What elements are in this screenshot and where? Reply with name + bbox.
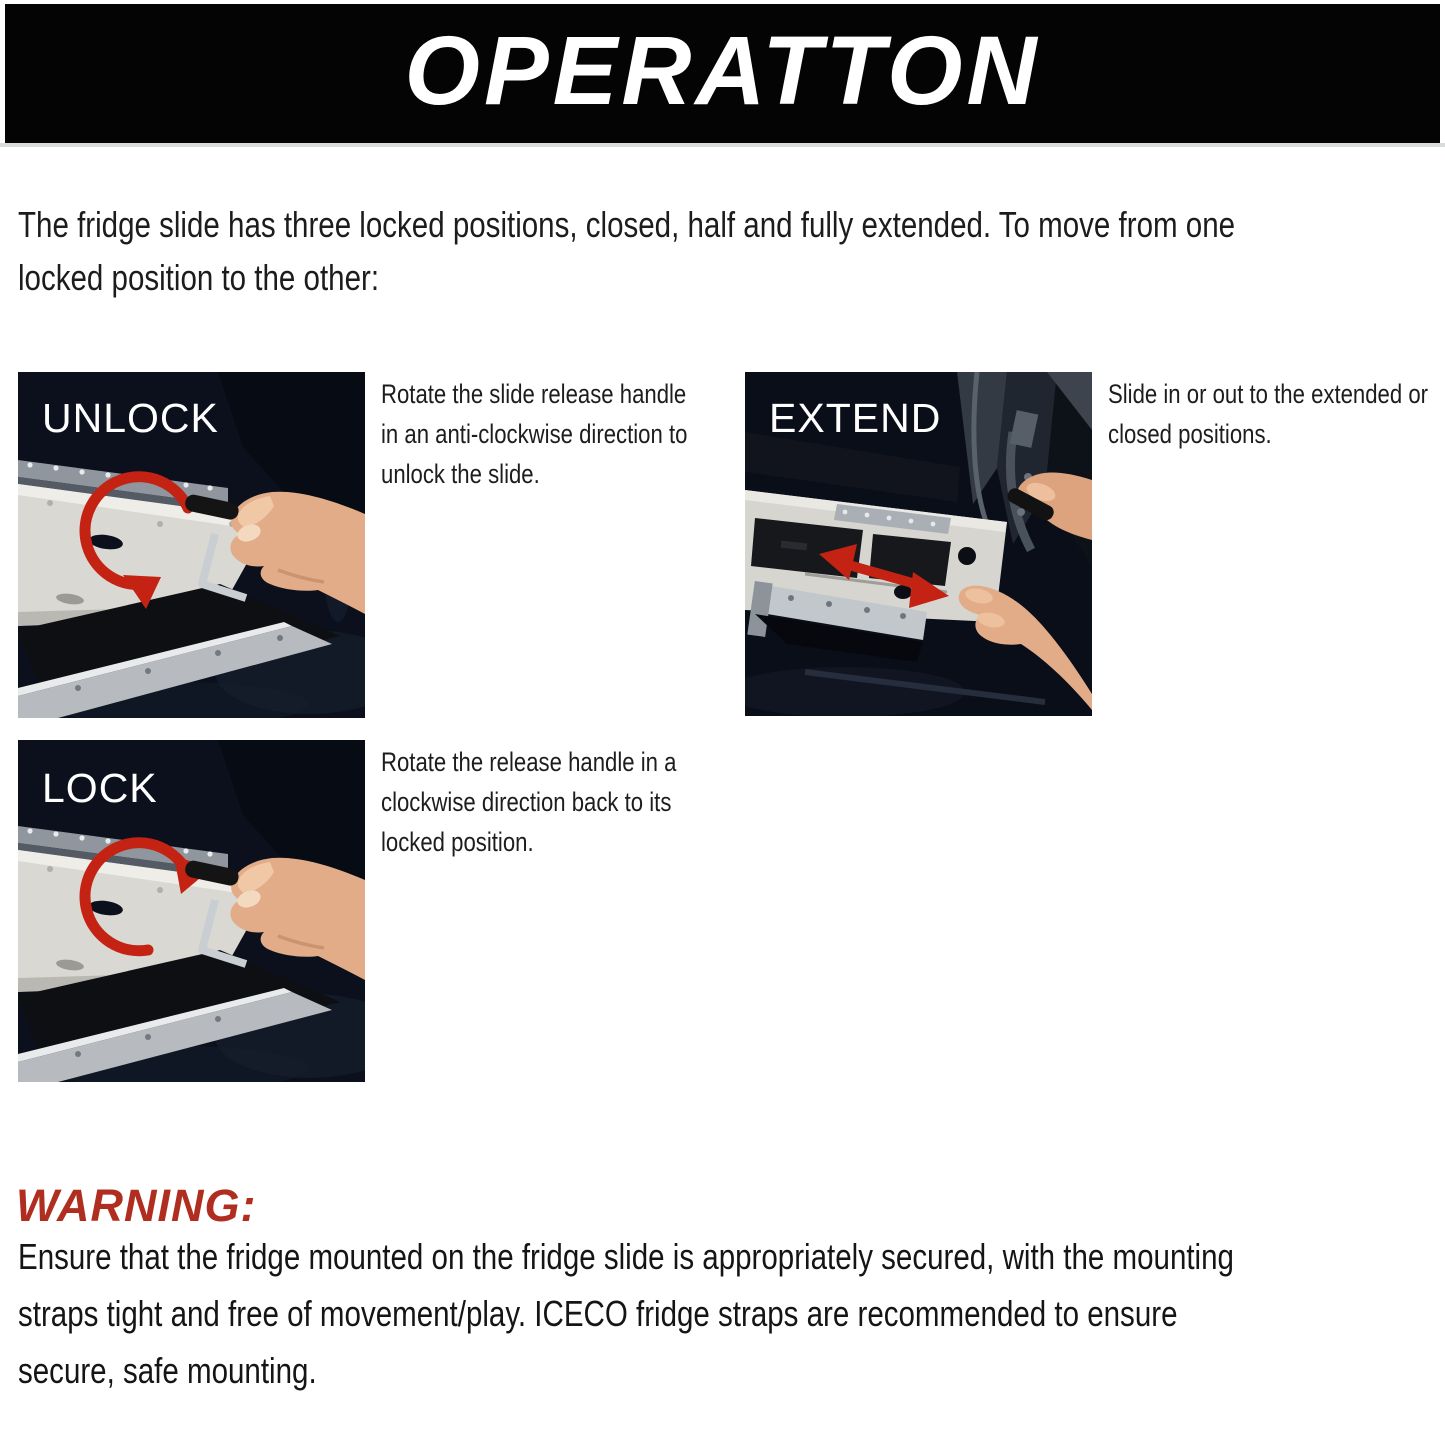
warning-heading: WARNING: <box>16 1180 257 1231</box>
intro-paragraph <box>18 198 1445 304</box>
caption-line: Rotate the slide release handle <box>381 379 687 409</box>
lock-caption <box>381 742 741 862</box>
caption-line: Slide in or out to the extended or <box>1108 379 1429 409</box>
caption-line: in an anti-clockwise direction to <box>381 419 688 449</box>
warning-line: secure, safe mounting. <box>18 1350 317 1391</box>
intro-line: The fridge slide has three locked positions, closed, half and fully extended. To move from one <box>18 204 1236 245</box>
extend-caption <box>1108 374 1445 454</box>
banner-underline <box>0 143 1445 147</box>
caption-line: unlock the slide. <box>381 459 540 489</box>
title-banner <box>5 4 1440 143</box>
caption-line: closed positions. <box>1108 419 1272 449</box>
photo-label-unlock: UNLOCK <box>42 395 219 441</box>
caption-line: clockwise direction back to its <box>381 787 672 817</box>
caption-line: locked position. <box>381 827 534 857</box>
warning-line: Ensure that the fridge mounted on the fridge slide is appropriately secured, with the mounting <box>18 1236 1234 1277</box>
caption-line: Rotate the release handle in a <box>381 747 677 777</box>
extend-step-photo <box>745 372 1092 716</box>
warning-body <box>18 1228 1445 1399</box>
unlock-step-photo <box>18 372 365 718</box>
photo-label-lock: LOCK <box>42 765 158 811</box>
warning-line: straps tight and free of movement/play. ICECO fridge straps are recommended to ensure <box>18 1293 1178 1334</box>
page-title: OPERATTON <box>404 16 1041 125</box>
intro-line: locked position to the other: <box>18 257 380 298</box>
photo-label-extend: EXTEND <box>769 395 942 441</box>
lock-step-photo <box>18 740 365 1082</box>
unlock-caption <box>381 374 755 494</box>
